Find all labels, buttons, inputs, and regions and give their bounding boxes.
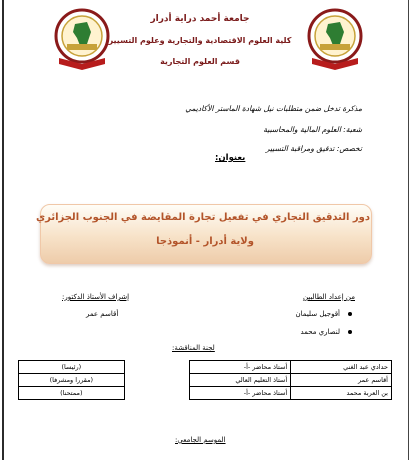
committee-table [18,360,392,400]
student-name-2: لنصاري محمد [300,328,340,336]
committee-member-name: أقاسم عمر [291,374,392,387]
thesis-specialty: تخصص: تدقيق ومراقبة التسيير [265,144,362,153]
supervisor-name: أقاسم عمر [86,310,119,318]
committee-member-role: (ممتحنا) [19,387,125,400]
table-row [19,374,392,387]
students-label: من إعداد الطالبين [302,293,355,301]
committee-member-rank: أستاذ التعليم العالي [190,374,291,387]
committee-member-rank: أستاذ محاضر -أ- [190,387,291,400]
committee-member-rank: أستاذ محاضر -أ- [190,361,291,374]
table-row [19,387,392,400]
page-right-border [408,0,409,460]
committee-member-role: (مقررا ومشرفا) [19,374,125,387]
thesis-statement: مذكرة تدخل ضمن متطلبات نيل شهادة الماستر الأكاديمي [185,104,362,113]
committee-member-role: (رئيسا) [19,361,125,374]
department-name: قسم العلوم التجارية [160,57,240,66]
bullet-icon [348,330,352,334]
thesis-title-line2: ولاية أدرار - أنموذجا [156,236,254,247]
thesis-branch: شعبة: العلوم المالية والمحاسبية [263,125,362,134]
faculty-name: كلية العلوم الاقتصادية والتجارية وعلوم التسيير [108,36,292,45]
table-row [19,361,392,374]
student-name-1: أقوجيل سليمان [295,310,340,318]
committee-label: لجنة المناقشة: [172,344,215,352]
committee-member-name: بن العربة محمد [291,387,392,400]
page-left-border [2,0,4,460]
university-logo-right [306,6,364,72]
supervisor-label: إشراف الأستاذ الدكتور: [62,293,130,301]
title-label: بعنوان: [215,153,246,163]
thesis-title-line1: دور التدقيق التجاري في تفعيل تجارة المقايضة في الجنوب الجزائري [35,212,370,223]
committee-member-name: حدادي عبد الغني [291,361,392,374]
university-name: جامعة أحمد دراية أدرار [150,14,250,24]
bullet-icon [348,312,352,316]
academic-year-label: الموسم الجامعي: [175,436,226,444]
